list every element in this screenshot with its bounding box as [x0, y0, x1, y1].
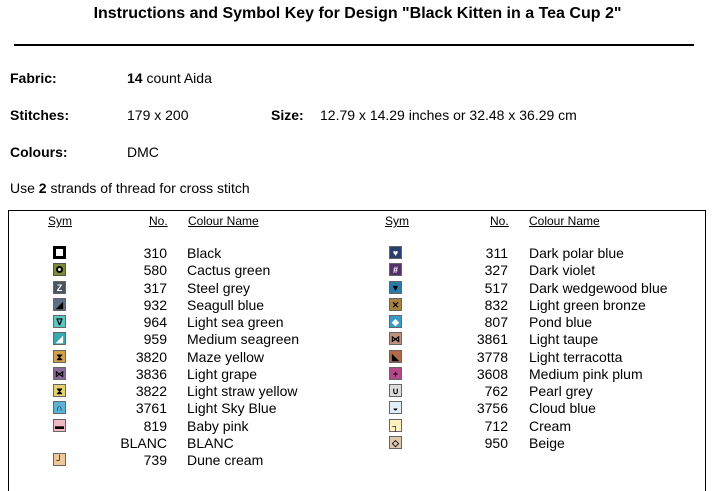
strands-pre: Use — [10, 180, 39, 196]
dmc-number: 964 — [143, 314, 167, 330]
colour-name: Light taupe — [529, 331, 599, 348]
key-row-right — [9, 418, 699, 435]
strands-post: strands of thread for cross stitch — [46, 180, 250, 196]
symbol-swatch-icon: ⋈ — [391, 334, 400, 345]
dmc-number: 311 — [485, 245, 508, 261]
key-row-right — [9, 383, 699, 400]
dmc-number: 739 — [143, 452, 167, 468]
colour-name: Light terracotta — [529, 348, 623, 365]
colour-name: Cream — [529, 417, 572, 434]
colour-name-header-right: Colour Name — [529, 214, 600, 228]
page-title: Instructions and Symbol Key for Design "Black Kitten in a Tea Cup 2" — [93, 5, 622, 22]
symbol-swatch-icon: # — [389, 263, 402, 276]
symbol-swatch-icon: ♥ — [389, 246, 402, 259]
colour-name: Light straw yellow — [187, 383, 298, 399]
colour-name: Steel grey — [187, 279, 251, 296]
fabric-label: Fabric: — [10, 70, 57, 86]
size-label: Size: — [271, 107, 304, 123]
dmc-number: 3608 — [476, 365, 508, 382]
strands-count: 2 — [38, 180, 47, 196]
no-header-left: No. — [149, 214, 168, 228]
symbol-swatch-icon: ◇ — [389, 436, 402, 449]
symbol-swatch-icon: ┘ — [53, 453, 66, 466]
symbol-swatch-icon: ∇ — [53, 315, 66, 328]
stitches-value: 179 x 200 — [127, 107, 189, 123]
key-row-right — [9, 262, 699, 279]
symbol-swatch-icon: ▼ — [389, 281, 402, 294]
colour-name: Light grape — [187, 365, 258, 382]
colour-name: Seagull blue — [187, 296, 265, 313]
symbol-swatch-icon: ∪ — [389, 384, 402, 397]
colour-name: Medium seagreen — [187, 331, 300, 348]
dmc-number: 3756 — [476, 400, 508, 417]
fabric-value — [127, 70, 212, 86]
symbol-swatch-icon: ⋈ — [55, 368, 64, 379]
colour-name: Dune cream — [187, 452, 264, 468]
dmc-number: BLANC — [120, 434, 167, 451]
dmc-number: 580 — [143, 262, 167, 279]
colour-name: Cloud blue — [529, 400, 596, 417]
key-row-right — [9, 349, 699, 366]
symbol-swatch-icon: ✕ — [389, 298, 402, 311]
colour-name: Light Sky Blue — [187, 400, 277, 417]
colours-label: Colours: — [10, 144, 68, 160]
colour-name: Dark polar blue — [529, 245, 624, 261]
dmc-number: 762 — [484, 383, 508, 399]
key-row-right — [9, 366, 699, 383]
no-header-right: No. — [490, 214, 509, 228]
key-row-right — [9, 314, 699, 331]
symbol-swatch-icon: ◢ — [53, 298, 66, 311]
strands-instruction — [10, 180, 250, 196]
colour-name: Pearl grey — [529, 383, 593, 399]
symbol-swatch-icon: ◢ — [53, 332, 66, 345]
colour-name: Baby pink — [187, 417, 249, 434]
fabric-type: count Aida — [142, 70, 212, 86]
sym-header-left: Sym — [48, 214, 72, 228]
title-underline — [14, 44, 694, 46]
dmc-number: 832 — [484, 296, 508, 313]
colour-name: Medium pink plum — [529, 365, 643, 382]
colour-name: Beige — [529, 434, 565, 451]
dmc-number: 3778 — [476, 348, 508, 365]
dmc-number: 3836 — [135, 365, 167, 382]
sym-header-right: Sym — [385, 214, 409, 228]
colour-name: Dark violet — [529, 262, 596, 279]
key-row-right — [9, 280, 699, 297]
symbol-swatch-icon: + — [389, 367, 402, 380]
colour-name: BLANC — [187, 434, 234, 451]
symbol-swatch-icon: Z — [53, 281, 66, 294]
fabric-count: 14 — [127, 70, 143, 86]
dmc-number: 932 — [143, 296, 167, 313]
colour-name: Dark wedgewood blue — [529, 279, 668, 296]
symbol-swatch-icon: ▬ — [55, 420, 64, 431]
key-row-left — [9, 452, 699, 469]
key-row-right — [9, 245, 699, 262]
symbol-swatch-icon: ┐ — [389, 419, 402, 432]
dmc-number: 3820 — [135, 348, 167, 365]
dmc-number: 807 — [484, 314, 508, 330]
dmc-number: 950 — [484, 434, 508, 451]
dmc-number: 3761 — [135, 400, 167, 417]
symbol-swatch-icon: ◣ — [389, 350, 402, 363]
colours-value: DMC — [127, 144, 159, 160]
size-value: 12.79 x 14.29 inches or 32.48 x 36.29 cm — [320, 107, 577, 123]
key-row-right — [9, 435, 699, 452]
dmc-number: 3822 — [135, 383, 167, 399]
dmc-number: 712 — [484, 417, 508, 434]
dmc-number: 3861 — [476, 331, 508, 348]
dmc-number: 327 — [484, 262, 508, 279]
colour-name: Maze yellow — [187, 348, 265, 365]
colour-name: Black — [187, 245, 222, 261]
key-row-right — [9, 297, 699, 314]
dmc-number: 517 — [484, 279, 508, 296]
colour-name: Light sea green — [187, 314, 284, 330]
dmc-number: 317 — [143, 279, 167, 296]
colour-name: Light green bronze — [529, 296, 646, 313]
key-row-right — [9, 331, 699, 348]
symbol-swatch-icon: ◆ — [389, 315, 402, 328]
dmc-number: 310 — [143, 245, 167, 261]
symbol-key-table — [8, 210, 706, 491]
colour-name-header-left: Colour Name — [188, 214, 259, 228]
colour-name: Pond blue — [529, 314, 593, 330]
symbol-swatch-icon: ◒ — [389, 401, 402, 414]
symbol-swatch-icon: ⧗ — [53, 384, 66, 397]
stitches-label: Stitches: — [10, 107, 70, 123]
symbol-swatch-icon: ⧗ — [53, 350, 66, 363]
dmc-number: 959 — [143, 331, 167, 348]
dmc-number: 819 — [143, 417, 167, 434]
key-row-right — [9, 400, 699, 417]
symbol-swatch-icon: ∩ — [53, 401, 66, 414]
colour-name: Cactus green — [187, 262, 271, 279]
